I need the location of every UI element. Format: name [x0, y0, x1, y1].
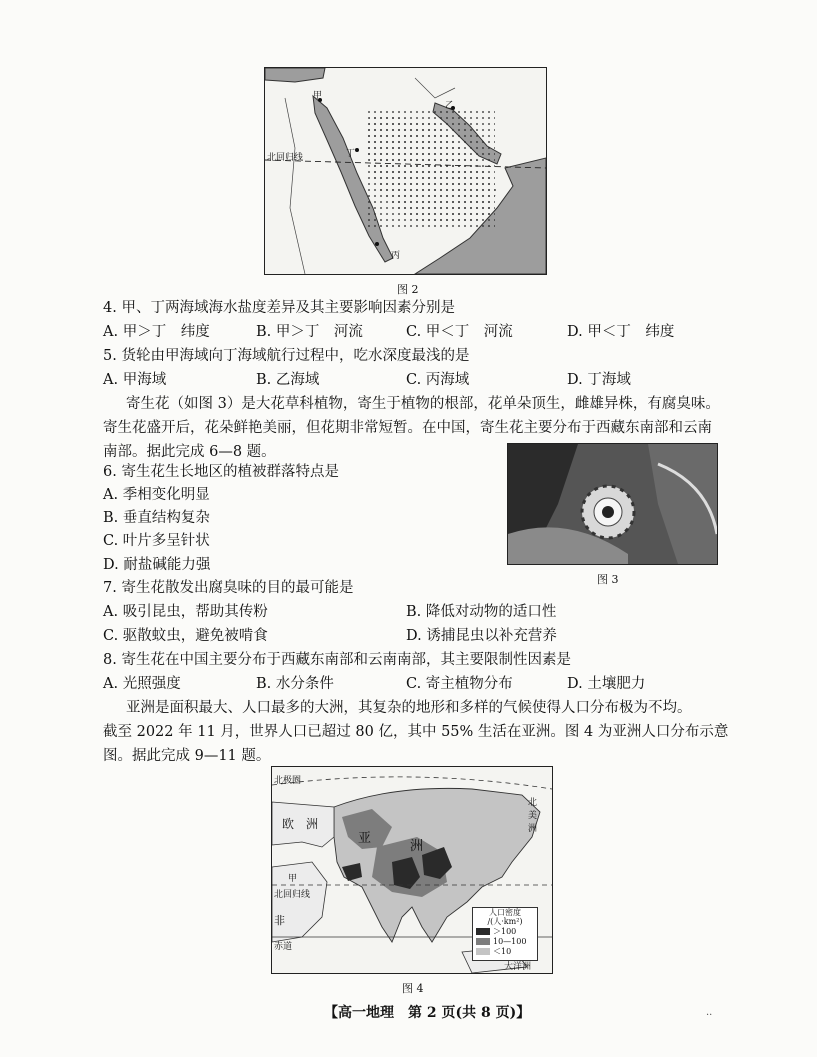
- label-tropic: 北回归线: [274, 890, 311, 900]
- q7-stem: 7. 寄生花散发出腐臭味的目的最可能是: [103, 580, 354, 596]
- intro-6-8-line-2: 寄生花盛开后，花朵鲜艳美丽，但花期非常短暂。在中国，寄生花主要分布于西藏东南部和云南: [103, 420, 712, 436]
- q4-option-d[interactable]: D. 甲＜丁 纬度: [567, 324, 675, 340]
- q5-option-a[interactable]: A. 甲海域: [103, 372, 167, 388]
- label-north-america: 北美洲: [528, 798, 538, 834]
- q5-option-d[interactable]: D. 丁海域: [567, 372, 631, 388]
- q4-option-b[interactable]: B. 甲＞丁 河流: [256, 324, 363, 340]
- label-asia-zhou: 洲: [410, 839, 424, 854]
- label-yi: 乙: [445, 101, 455, 111]
- intro-6-8-line-3: 南部。据此完成 6—8 题。: [103, 444, 276, 460]
- figure-4-caption: 图 4: [402, 982, 424, 995]
- legend-item-medium: [476, 937, 534, 946]
- q7-option-a[interactable]: A. 吸引昆虫，帮助其传粉: [103, 604, 268, 620]
- q6-option-b[interactable]: B. 垂直结构复杂: [103, 510, 210, 526]
- label-ding: 丁: [346, 149, 356, 159]
- q8-option-a[interactable]: A. 光照强度: [103, 676, 181, 692]
- q8-option-b[interactable]: B. 水分条件: [256, 676, 334, 692]
- figure-2-map: [264, 67, 547, 275]
- q8-option-d[interactable]: D. 土壤肥力: [567, 676, 646, 692]
- q7-option-b[interactable]: B. 降低对动物的适口性: [406, 604, 557, 620]
- legend-item-high: [476, 927, 534, 936]
- q4-option-a[interactable]: A. 甲＞丁 纬度: [103, 324, 210, 340]
- figure-3-caption: 图 3: [597, 573, 619, 586]
- figure-2-caption: 图 2: [397, 283, 419, 296]
- q4-stem: 4. 甲、丁两海域海水盐度差异及其主要影响因素分别是: [103, 300, 455, 316]
- legend-item-low: [476, 947, 534, 956]
- q8-stem: 8. 寄生花在中国主要分布于西藏东南部和云南南部，其主要限制性因素是: [103, 652, 571, 668]
- legend-swatch-medium: [476, 938, 490, 945]
- intro-9-11-line-1: 亚洲是面积最大、人口最多的大洲，其复杂的地形和多样的气候使得人口分布极为不均。: [126, 700, 692, 716]
- label-oceania: 大洋洲: [504, 962, 532, 972]
- figure-3-svg: [508, 444, 717, 564]
- intro-6-8-line-1: 寄生花（如图 3）是大花草科植物，寄生于植物的根部，花单朵顶生，雌雄异株，有腐臭味。: [126, 396, 720, 412]
- label-tropic: 北回归线: [267, 153, 304, 163]
- legend-label-medium: 10—100: [493, 937, 527, 946]
- legend-title-1: 人口密度: [489, 908, 521, 917]
- q7-option-c[interactable]: C. 驱散蚊虫，避免被啃食: [103, 628, 268, 644]
- population-legend: [472, 907, 538, 961]
- label-jia: 甲: [313, 91, 323, 101]
- q6-option-d[interactable]: D. 耐盐碱能力强: [103, 557, 211, 573]
- figure-3-photo: [507, 443, 718, 565]
- q6-option-a[interactable]: A. 季相变化明显: [103, 487, 210, 503]
- figure-4-map: [271, 766, 553, 974]
- intro-9-11-line-3: 图。据此完成 9—11 题。: [103, 748, 271, 764]
- page-footer: 【高一地理 第 2 页(共 8 页)】: [324, 1005, 531, 1021]
- label-jia: 甲: [288, 874, 298, 884]
- label-equator: 赤道: [274, 942, 293, 952]
- label-bing: 丙: [391, 251, 401, 261]
- corner-mark: ··: [706, 1010, 713, 1021]
- q8-option-c[interactable]: C. 寄主植物分布: [406, 676, 513, 692]
- legend-swatch-low: [476, 948, 490, 955]
- q5-stem: 5. 货轮由甲海域向丁海域航行过程中，吃水深度最浅的是: [103, 348, 470, 364]
- legend-label-high: ＞100: [493, 927, 517, 936]
- legend-label-low: ＜10: [493, 947, 512, 956]
- q5-option-c[interactable]: C. 丙海域: [406, 372, 470, 388]
- q4-option-c[interactable]: C. 甲＜丁 河流: [406, 324, 513, 340]
- label-asia-ya: 亚: [358, 831, 372, 846]
- intro-9-11-line-2: 截至 2022 年 11 月，世界人口已超过 80 亿，其中 55% 生活在亚洲。图 4 为亚洲人口分布示意: [103, 724, 729, 740]
- figure-2-svg: [265, 68, 546, 274]
- parasitic-flower: [582, 486, 634, 538]
- q7-option-d[interactable]: D. 诱捕昆虫以补充营养: [406, 628, 557, 644]
- label-europe: 欧 洲: [282, 817, 319, 831]
- legend-title-2: /(人·km²): [487, 917, 523, 926]
- q6-stem: 6. 寄生花生长地区的植被群落特点是: [103, 464, 339, 480]
- label-arctic-circle: 北极圈: [274, 776, 302, 786]
- legend-swatch-high: [476, 928, 490, 935]
- label-africa: 非: [274, 914, 285, 927]
- q6-option-c[interactable]: C. 叶片多呈针状: [103, 533, 210, 549]
- q5-option-b[interactable]: B. 乙海域: [256, 372, 320, 388]
